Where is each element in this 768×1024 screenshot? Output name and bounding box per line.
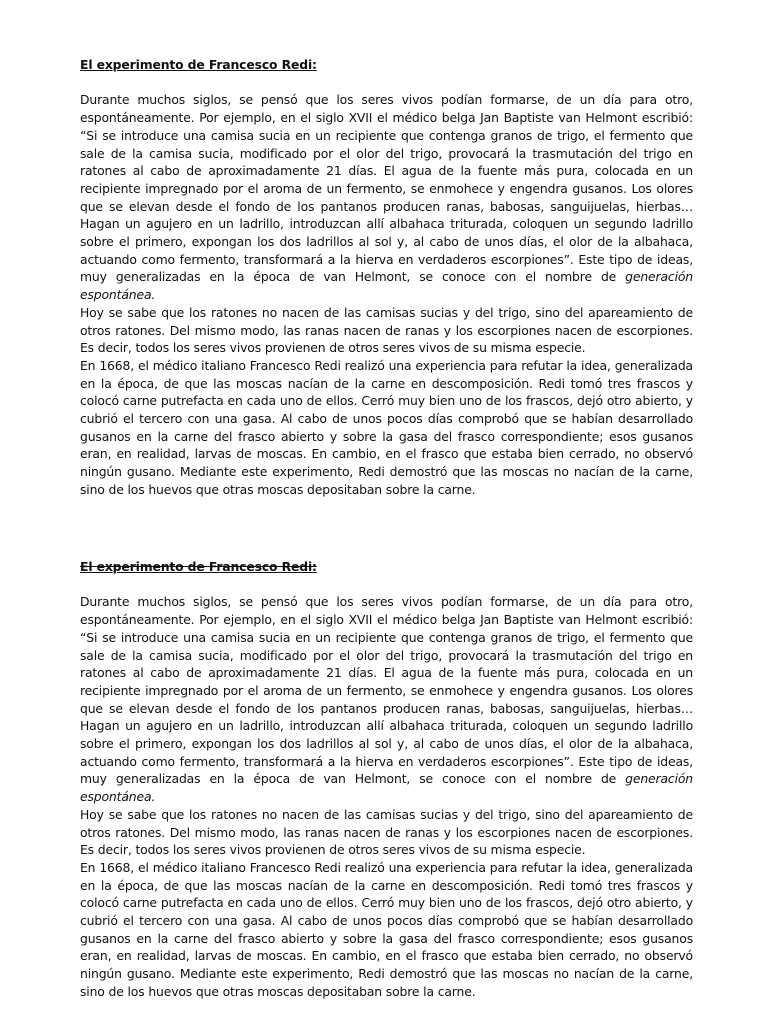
article-title: El experimento de Francesco Redi:: [80, 57, 317, 72]
paragraph-spontaneous-generation: [80, 593, 693, 805]
paragraph-redi-experiment: En 1668, el médico italiano Francesco Redi realizó una experiencia para refutar la idea, generalizada en la época, de que las moscas nacían de la carne en descomposición. Redi tomó tres frascos y colocó carne putrefacta en cada uno de ellos. Cerró muy bien uno de los frascos, dejó otro abierto, y cubrió el tercero con una gasa. Al cabo de unos pocos días comprobó que se habían desarrollado gusanos en la carne del frasco abierto y sobre la gasa del frasco correspondiente; esos gusanos eran, en realidad, larvas de moscas. En cambio, en el frasco que estaba bien cerrado, no observó ningún gusano. Mediante este experimento, Redi demostró que las moscas no nacían de la carne, sino de los huevos que otras moscas depositaban sobre la carne.: [80, 357, 693, 497]
italic-term: generación espontánea.: [80, 771, 693, 805]
paragraph-redi-experiment: En 1668, el médico italiano Francesco Redi realizó una experiencia para refutar la idea, generalizada en la época, de que las moscas nacían de la carne en descomposición. Redi tomó tres frascos y colocó carne putrefacta en cada uno de ellos. Cerró muy bien uno de los frascos, dejó otro abierto, y cubrió el tercero con una gasa. Al cabo de unos pocos días comprobó que se habían desarrollado gusanos en la carne del frasco abierto y sobre la gasa del frasco correspondiente; esos gusanos eran, en realidad, larvas de moscas. En cambio, en el frasco que estaba bien cerrado, no observó ningún gusano. Mediante este experimento, Redi demostró que las moscas no nacían de la carne, sino de los huevos que otras moscas depositaban sobre la carne.: [80, 859, 693, 999]
article-title: El experimento de Francesco Redi:: [80, 559, 317, 574]
paragraph-modern-knowledge: Hoy se sabe que los ratones no nacen de las camisas sucias y del trigo, sino del apareamiento de otros ratones. Del mismo modo, las ranas nacen de ranas y los escorpiones nacen de escorpiones. Es decir, todos los seres vivos provienen de otros seres vivos de su misma especie.: [80, 304, 693, 356]
italic-term: generación espontánea.: [80, 269, 693, 303]
paragraph-text: Durante muchos siglos, se pensó que los seres vivos podían formarse, de un día para otro, espontáneamente. Por ejemplo, en el siglo XVII el médico belga Jan Baptiste van Helmont escribió: “Si se introduce una camisa sucia en un recipiente que contenga granos de trigo, el fermento que sale de la camisa sucia, modificado por el olor del trigo, provocará la trasmutación del trigo en ratones al cabo de aproximadamente 21 días. El agua de la fuente más pura, colocada en un recipiente impregnado por el aroma de un fermento, se enmohece y engendra gusanos. Los olores que se elevan desde el fondo de los pantanos producen ranas, babosas, sanguijuelas, hierbas… Hagan un agujero en un ladrillo, introduzcan allí albahaca triturada, coloquen un segundo ladrillo sobre el primero, expongan los dos ladrillos al sol y, al cabo de unos días, el olor de la albahaca, actuando como fermento, transformará a la hierva en verdaderos escorpiones”. Este tipo de ideas, muy generalizadas en la época de van Helmont, se conoce con el nombre de: [80, 92, 693, 285]
paragraph-modern-knowledge: Hoy se sabe que los ratones no nacen de las camisas sucias y del trigo, sino del apareamiento de otros ratones. Del mismo modo, las ranas nacen de ranas y los escorpiones nacen de escorpiones. Es decir, todos los seres vivos provienen de otros seres vivos de su misma especie.: [80, 806, 693, 858]
article-section-1: [80, 56, 693, 499]
paragraph-text: Durante muchos siglos, se pensó que los seres vivos podían formarse, de un día para otro, espontáneamente. Por ejemplo, en el siglo XVII el médico belga Jan Baptiste van Helmont escribió: “Si se introduce una camisa sucia en un recipiente que contenga granos de trigo, el fermento que sale de la camisa sucia, modificado por el olor del trigo, provocará la trasmutación del trigo en ratones al cabo de aproximadamente 21 días. El agua de la fuente más pura, colocada en un recipiente impregnado por el aroma de un fermento, se enmohece y engendra gusanos. Los olores que se elevan desde el fondo de los pantanos producen ranas, babosas, sanguijuelas, hierbas… Hagan un agujero en un ladrillo, introduzcan allí albahaca triturada, coloquen un segundo ladrillo sobre el primero, expongan los dos ladrillos al sol y, al cabo de unos días, el olor de la albahaca, actuando como fermento, transformará a la hierva en verdaderos escorpiones”. Este tipo de ideas, muy generalizadas en la época de van Helmont, se conoce con el nombre de: [80, 594, 693, 787]
paragraph-spontaneous-generation: [80, 91, 693, 303]
article-section-2: [80, 558, 693, 1001]
